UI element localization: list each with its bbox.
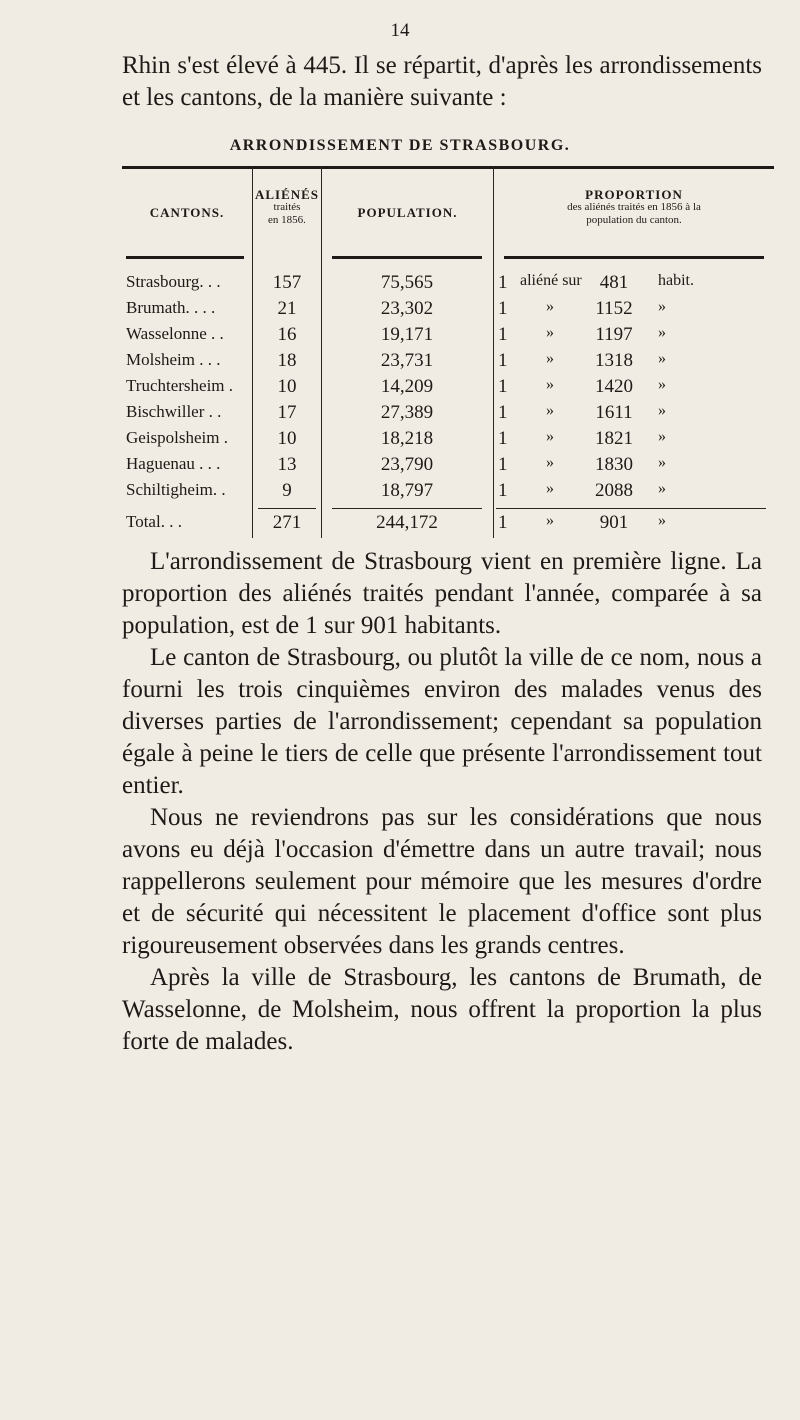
paragraph: Le canton de Strasbourg, ou plutôt la ville de ce nom, nous a fourni les trois cinquièmes environ des malades venus des diverses parties de l'arrondissement; cependant sa population égale à peine le tiers de celle que présente l'arrondissement tout entier. [122,644,762,799]
population-value: 27,389 [380,402,434,423]
alienes-count: 16 [277,324,297,345]
header-rule [332,256,482,259]
canton-name: Truchtersheim . [126,376,234,395]
intro-text: Rhin s'est élevé à 445. Il se répartit, d'après les arrondissements et les cantons, de la manière suivante : [122,52,762,111]
alienes-count: 18 [277,350,297,371]
table-row: Geispolsheim . 10 18,218 1 » 1821 » [126,428,666,449]
table-total-row: Total. . . 271 244,172 1 » 901 » [126,512,666,533]
header-cantons: CANTONS. [149,205,225,220]
intro-paragraph [122,50,762,114]
sum-rule [258,508,316,509]
table-row: Bischwiller . . 17 27,389 1 » 1611 » [126,402,666,423]
canton-name: Geispolsheim . [126,428,228,447]
table-row: Truchtersheim . 10 14,209 1 » 1420 » [126,376,666,397]
canton-name: Wasselonne . . [126,324,224,343]
arrondissement-title: ARRONDISSEMENT DE STRASBOURG. [229,137,571,154]
paragraph: Après la ville de Strasbourg, les cantons de Brumath, de Wasselonne, de Molsheim, nous offrent la proportion la plus forte de malades. [122,964,762,1055]
table-row: Brumath. . . . 21 23,302 1 » 1152 » [126,298,666,319]
population-value: 75,565 [380,272,434,293]
alienes-count: 9 [282,480,292,501]
canton-name: Strasbourg. . . [126,272,221,291]
page-number: 14 [390,20,410,41]
cantons-table [122,166,774,536]
canton-name: Brumath. . . . [126,298,216,317]
header-proportion: PROPORTION des aliénés traités en 1856 à la population du canton. [567,187,701,226]
sum-rule [332,508,482,509]
table-row: Molsheim . . . 18 23,731 1 » 1318 » [126,350,666,371]
table-row: Wasselonne . . 16 19,171 1 » 1197 » [126,324,666,345]
alienes-count: 13 [277,454,297,475]
total-label: Total. . . [126,512,182,531]
population-value: 23,790 [380,454,434,475]
population-value: 14,209 [380,376,434,397]
population-value: 23,731 [380,350,434,371]
header-rule [126,256,244,259]
table-top-rule [122,166,774,169]
body-text [122,546,762,1058]
table-row: Haguenau . . . 13 23,790 1 » 1830 » [126,454,666,475]
header-population: POPULATION. [357,205,458,220]
total-alienes: 271 [272,512,302,533]
table-row: Strasbourg. . . 157 75,565 1 aliéné sur 481 habit. [126,272,694,293]
canton-name: Schiltigheim. . [126,480,226,499]
population-value: 18,218 [380,428,434,449]
header-alienes: ALIÉNÉS traités en 1856. [254,187,320,226]
population-value: 23,302 [380,298,434,319]
population-value: 19,171 [380,324,434,345]
alienes-count: 10 [277,376,297,397]
canton-name: Haguenau . . . [126,454,221,473]
alienes-count: 17 [277,402,297,423]
population-value: 18,797 [380,480,434,501]
paragraph: L'arrondissement de Strasbourg vient en première ligne. La proportion des aliénés traités pendant l'année, comparée à sa population, est de 1 sur 901 habitants. [122,548,762,639]
canton-name: Molsheim . . . [126,350,221,369]
alienes-count: 21 [277,298,297,319]
alienes-count: 157 [272,272,302,293]
alienes-count: 10 [277,428,297,449]
total-population: 244,172 [376,512,438,533]
header-rule [504,256,764,259]
canton-name: Bischwiller . . [126,402,222,421]
sum-rule [496,508,766,509]
paragraph: Nous ne reviendrons pas sur les considérations que nous avons eu déjà l'occasion d'émettre dans un autre travail; nous rappellerons seulement pour mémoire que les mesures d'ordre et de sécurité qui nécessitent le placement d'office sont plus rigoureusement observées dans les grands centres. [122,804,762,959]
table-row: Schiltigheim. . 9 18,797 1 » 2088 » [126,480,666,501]
